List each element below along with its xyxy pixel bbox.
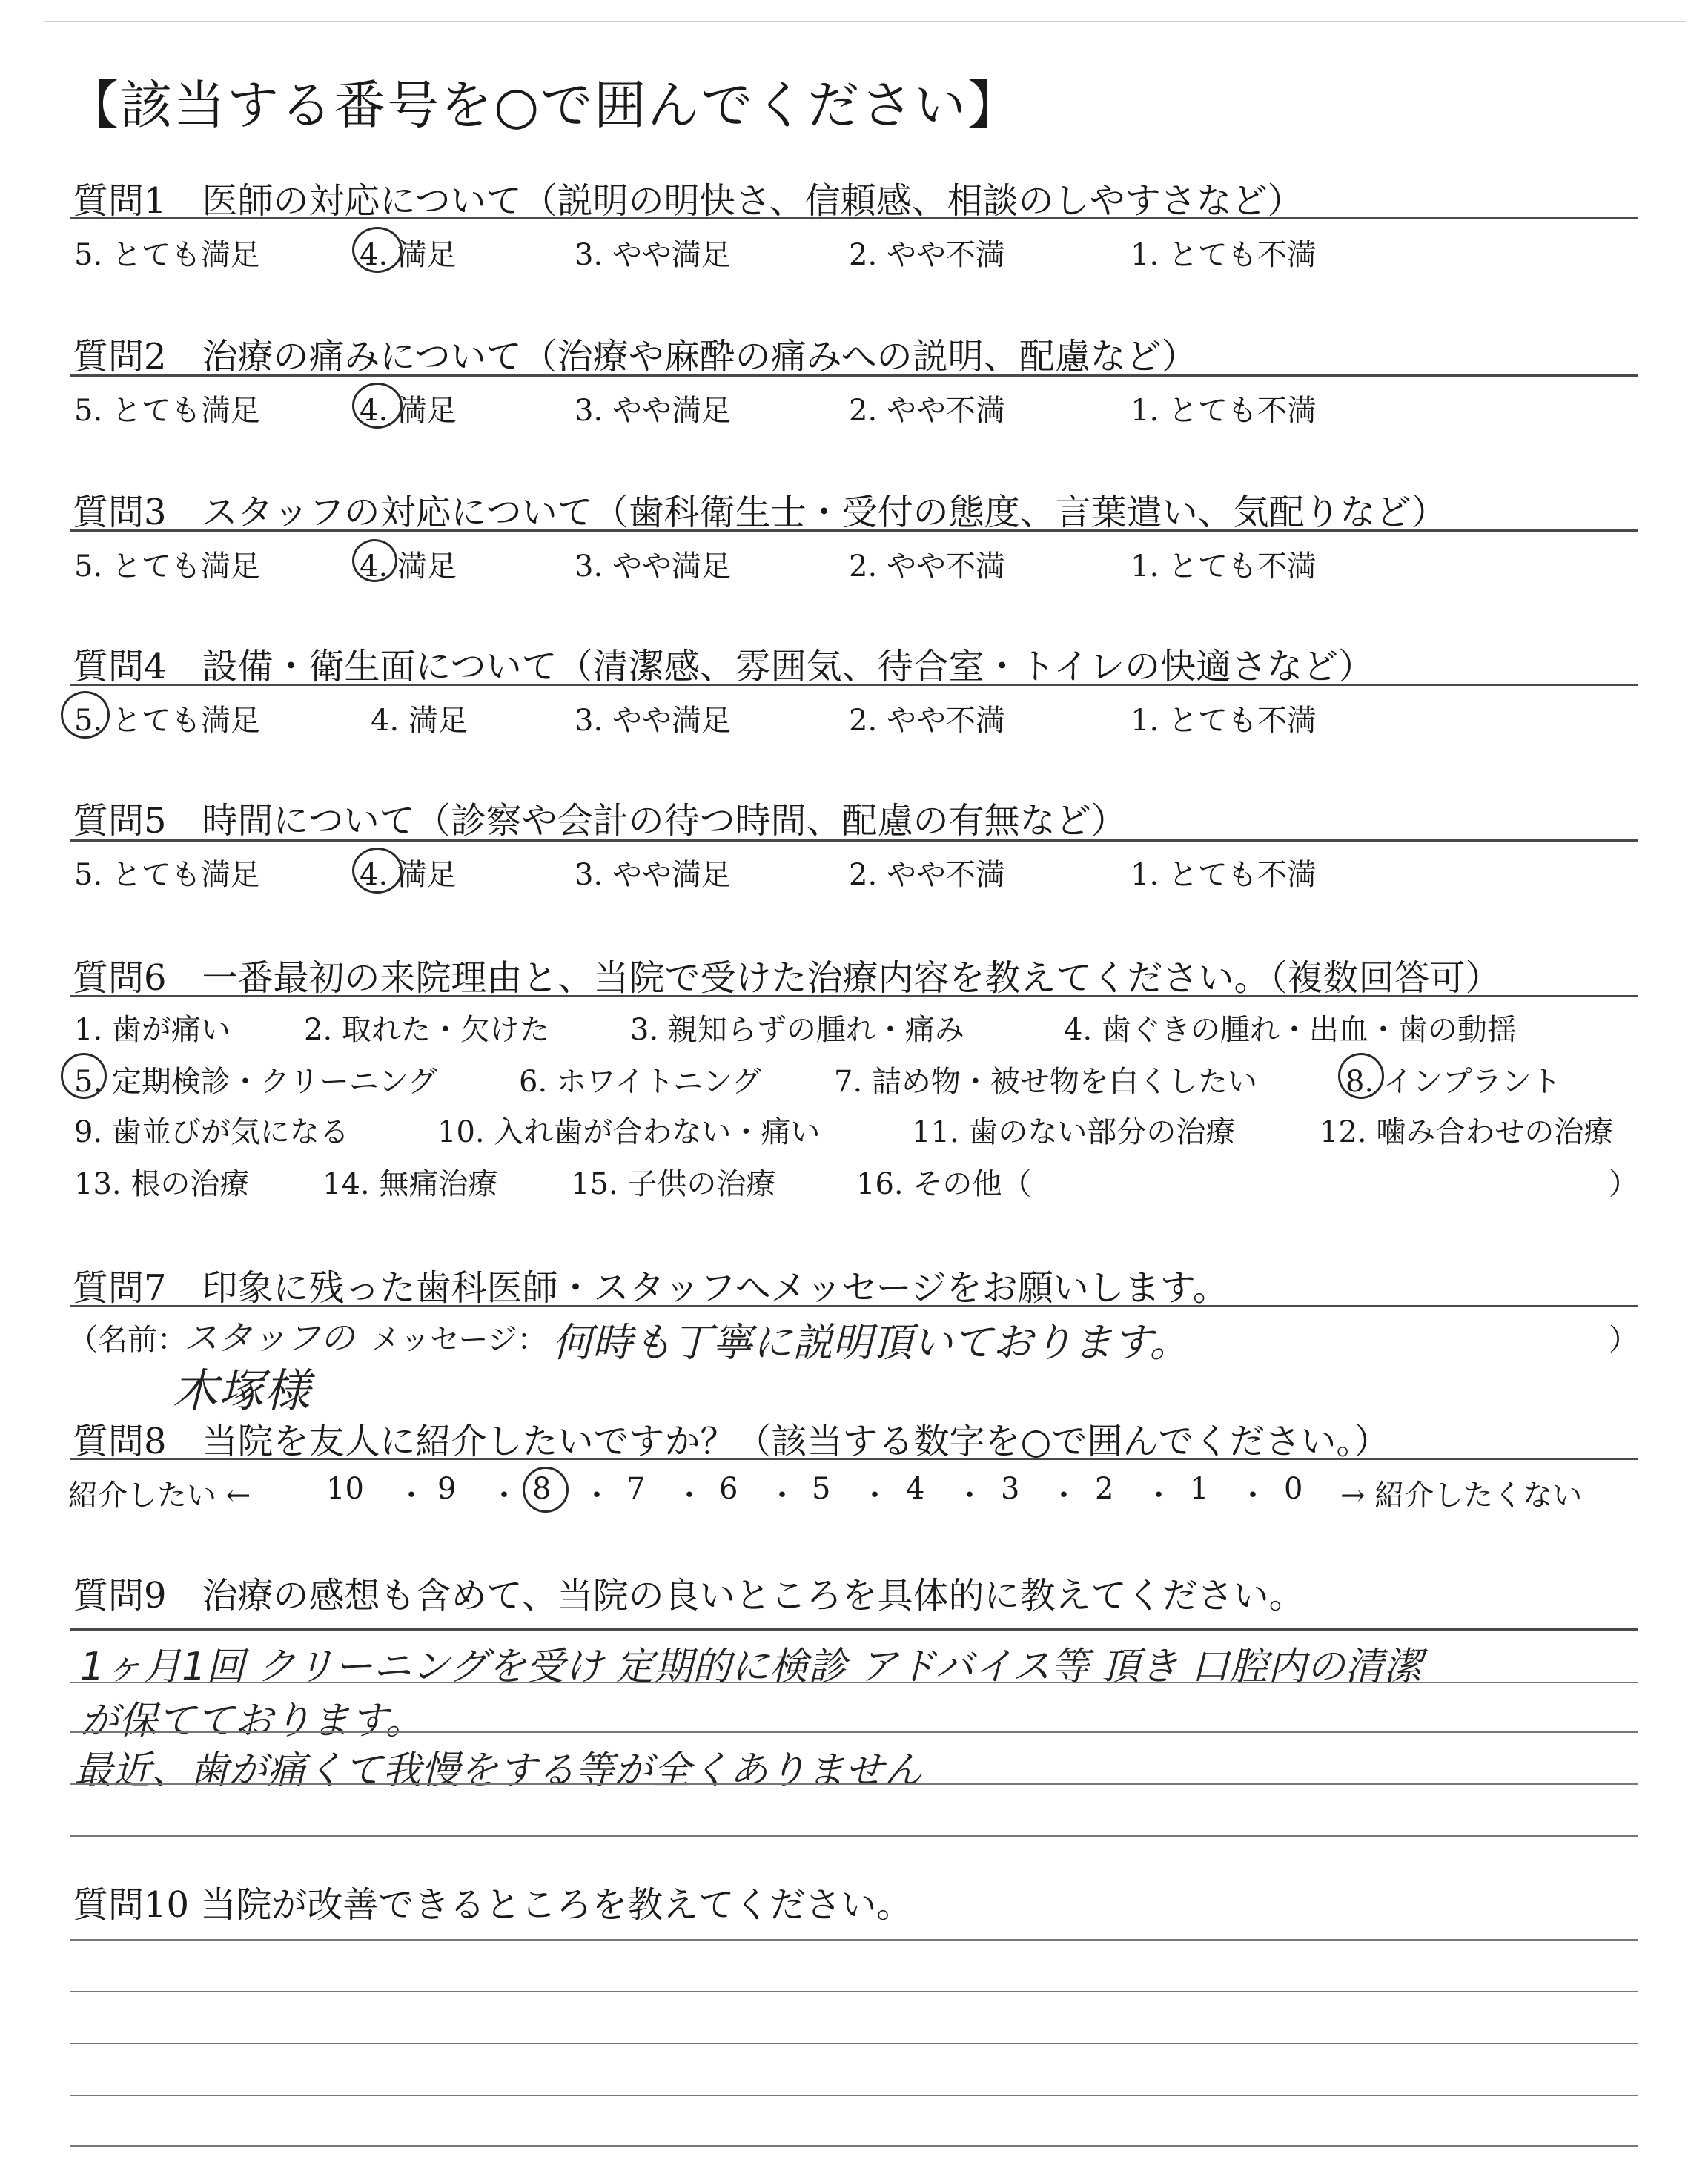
question-5-title: 質問5 時間について（診察や会計の待つ時間、配慮の有無など） xyxy=(73,800,1127,842)
q9-answer-rule-1 xyxy=(70,1682,1638,1683)
q8-separator: ・ xyxy=(1238,1479,1268,1513)
q3-option-3[interactable]: 3. やや満足 xyxy=(575,549,731,584)
q6-option-10[interactable]: 10. 入れ歯が合わない・痛い xyxy=(437,1115,821,1149)
q6-option-5[interactable]: 5. 定期検診・クリーニング xyxy=(74,1065,438,1099)
q1-option-5[interactable]: 5. とても満足 xyxy=(74,238,260,272)
q8-scale-10[interactable]: 10 xyxy=(326,1472,364,1506)
q8-scale-8[interactable]: 8 xyxy=(532,1472,552,1506)
q8-selection-circle xyxy=(523,1467,569,1513)
q8-left-label: 紹介したい ← xyxy=(68,1479,251,1513)
question-8-rule xyxy=(70,1458,1638,1460)
question-5-rule xyxy=(70,839,1638,842)
q8-scale-4[interactable]: 4 xyxy=(906,1472,925,1506)
question-6-title: 質問6 一番最初の来院理由と、当院で受けた治療内容を教えてください。（複数回答可） xyxy=(73,957,1501,999)
question-7-title: 質問7 印象に残った歯科医師・スタッフへメッセージをお願いします。 xyxy=(73,1267,1228,1309)
q7-message-label: メッセージ： xyxy=(371,1323,547,1357)
q8-separator: ・ xyxy=(767,1479,797,1513)
q7-name-value-line1[interactable]: スタッフの xyxy=(184,1318,354,1358)
q5-selection-circle xyxy=(352,848,403,894)
q10-answer-rule-2 xyxy=(70,1991,1638,1992)
q6-option-9[interactable]: 9. 歯並びが気になる xyxy=(74,1115,349,1149)
q2-option-2[interactable]: 2. やや不満 xyxy=(849,394,1005,428)
q6-option-1[interactable]: 1. 歯が痛い xyxy=(74,1013,231,1047)
question-9-title: 質問9 治療の感想も含めて、当院の良いところを具体的に教えてください。 xyxy=(73,1575,1305,1616)
q2-option-4[interactable]: 4. 満足 xyxy=(360,394,457,428)
q9-answer-line-2[interactable]: が保てております。 xyxy=(80,1699,424,1743)
q8-scale-2[interactable]: 2 xyxy=(1095,1472,1114,1506)
q8-separator: ・ xyxy=(489,1479,519,1513)
q4-option-5[interactable]: 5. とても満足 xyxy=(74,704,260,738)
q1-option-4[interactable]: 4. 満足 xyxy=(360,238,457,272)
q8-right-label: → 紹介したくない xyxy=(1340,1479,1583,1513)
q5-option-2[interactable]: 2. やや不満 xyxy=(849,858,1005,892)
q8-separator: ・ xyxy=(1049,1479,1079,1513)
q8-scale-7[interactable]: 7 xyxy=(626,1472,646,1506)
q2-option-5[interactable]: 5. とても満足 xyxy=(74,394,260,428)
question-1-rule xyxy=(70,217,1638,219)
q5-option-4[interactable]: 4. 満足 xyxy=(360,858,457,892)
q8-separator: ・ xyxy=(955,1479,984,1513)
q8-scale-3[interactable]: 3 xyxy=(1001,1472,1020,1506)
q6-other-close-paren: ） xyxy=(1609,1167,1638,1201)
q8-scale-0[interactable]: 0 xyxy=(1284,1472,1303,1506)
q6-option-4[interactable]: 4. 歯ぐきの腫れ・出血・歯の動揺 xyxy=(1064,1013,1517,1047)
q3-option-1[interactable]: 1. とても不満 xyxy=(1131,549,1317,584)
q10-answer-rule-3 xyxy=(70,2043,1638,2044)
q9-answer-line-3[interactable]: 最近、歯が痛くて我慢をする等が全くありません xyxy=(74,1748,923,1793)
q6-option-16[interactable]: 16. その他（ xyxy=(856,1167,1032,1201)
q3-option-5[interactable]: 5. とても満足 xyxy=(74,549,260,584)
q6-selection-circle-5 xyxy=(61,1053,107,1099)
q6-option-14[interactable]: 14. 無痛治療 xyxy=(322,1167,498,1201)
q2-option-3[interactable]: 3. やや満足 xyxy=(575,394,731,428)
q5-option-3[interactable]: 3. やや満足 xyxy=(575,858,731,892)
question-4-rule xyxy=(70,684,1638,686)
q6-option-8[interactable]: 8. インプラント xyxy=(1345,1065,1561,1099)
q2-selection-circle xyxy=(352,383,403,429)
q9-answer-rule-4 xyxy=(70,1835,1638,1837)
instruction-header: 【該当する番号を○で囲んでください】 xyxy=(67,75,1022,136)
q6-option-13[interactable]: 13. 根の治療 xyxy=(74,1167,250,1201)
q6-option-7[interactable]: 7. 詰め物・被せ物を白くしたい xyxy=(834,1065,1257,1099)
q7-name-label: （名前： xyxy=(68,1323,187,1357)
q4-option-2[interactable]: 2. やや不満 xyxy=(849,704,1005,738)
q9-answer-line-1[interactable]: 1ヶ月1回 クリーニングを受け 定期的に検診 アドバイス等 頂き 口腔内の清潔 xyxy=(80,1645,1423,1689)
q6-selection-circle-8 xyxy=(1338,1053,1384,1099)
q8-separator: ・ xyxy=(397,1479,426,1513)
q10-answer-rule-4 xyxy=(70,2095,1638,2096)
q8-separator: ・ xyxy=(1144,1479,1174,1513)
question-4-title: 質問4 設備・衛生面について（清潔感、雰囲気、待合室・トイレの快適さなど） xyxy=(73,646,1374,687)
q6-option-15[interactable]: 15. 子供の治療 xyxy=(571,1167,776,1201)
q4-selection-circle xyxy=(61,691,110,739)
q6-option-11[interactable]: 11. 歯のない部分の治療 xyxy=(912,1115,1236,1149)
question-3-rule xyxy=(70,529,1638,532)
q8-scale-1[interactable]: 1 xyxy=(1190,1472,1209,1506)
q8-separator: ・ xyxy=(582,1479,612,1513)
q5-option-1[interactable]: 1. とても不満 xyxy=(1131,858,1317,892)
q1-option-2[interactable]: 2. やや不満 xyxy=(849,238,1005,272)
q7-close-paren: ） xyxy=(1609,1323,1638,1357)
q6-option-2[interactable]: 2. 取れた・欠けた xyxy=(304,1013,549,1047)
top-edge-line xyxy=(44,21,1686,22)
q10-answer-rule-1 xyxy=(70,1939,1638,1941)
q3-selection-circle xyxy=(352,539,397,582)
q2-option-1[interactable]: 1. とても不満 xyxy=(1131,394,1317,428)
q7-message-value[interactable]: 何時も丁寧に説明頂いております。 xyxy=(552,1319,1190,1366)
q3-option-4[interactable]: 4. 満足 xyxy=(360,549,457,584)
question-3-title: 質問3 スタッフの対応について（歯科衛生士・受付の態度、言葉遣い、気配りなど） xyxy=(73,492,1447,533)
question-9-rule xyxy=(70,1628,1638,1631)
question-2-title: 質問2 治療の痛みについて（治療や麻酔の痛みへの説明、配慮など） xyxy=(73,336,1197,377)
question-10-title: 質問10 当院が改善できるところを教えてください。 xyxy=(73,1884,913,1926)
question-8-title: 質問8 当院を友人に紹介したいですか？（該当する数字を○で囲んでください。） xyxy=(73,1421,1390,1462)
q8-separator: ・ xyxy=(860,1479,890,1513)
q3-option-2[interactable]: 2. やや不満 xyxy=(849,549,1005,584)
question-6-rule xyxy=(70,995,1638,997)
q6-option-3[interactable]: 3. 親知らずの腫れ・痛み xyxy=(630,1013,964,1047)
q8-scale-6[interactable]: 6 xyxy=(719,1472,738,1506)
q4-option-3[interactable]: 3. やや満足 xyxy=(575,704,731,738)
q8-separator: ・ xyxy=(675,1479,704,1513)
q9-answer-rule-2 xyxy=(70,1731,1638,1733)
q6-option-12[interactable]: 12. 噛み合わせの治療 xyxy=(1320,1115,1614,1149)
q4-option-4[interactable]: 4. 満足 xyxy=(371,704,468,738)
question-2-rule xyxy=(70,374,1638,377)
q7-name-value-line2[interactable]: 木塚様 xyxy=(172,1364,311,1418)
q6-option-6[interactable]: 6. ホワイトニング xyxy=(519,1065,762,1099)
q4-option-1[interactable]: 1. とても不満 xyxy=(1131,704,1317,738)
q9-answer-rule-3 xyxy=(70,1783,1638,1785)
q1-option-3[interactable]: 3. やや満足 xyxy=(575,238,731,272)
q10-answer-rule-5 xyxy=(70,2145,1638,2147)
q5-option-5[interactable]: 5. とても満足 xyxy=(74,858,260,892)
q1-option-1[interactable]: 1. とても不満 xyxy=(1131,238,1317,272)
q1-selection-circle xyxy=(352,227,403,273)
q8-scale-9[interactable]: 9 xyxy=(437,1472,457,1506)
question-1-title: 質問1 医師の対応について（説明の明快さ、信頼感、相談のしやすさなど） xyxy=(73,180,1303,222)
q8-scale-5[interactable]: 5 xyxy=(812,1472,831,1506)
question-7-rule xyxy=(70,1305,1638,1307)
